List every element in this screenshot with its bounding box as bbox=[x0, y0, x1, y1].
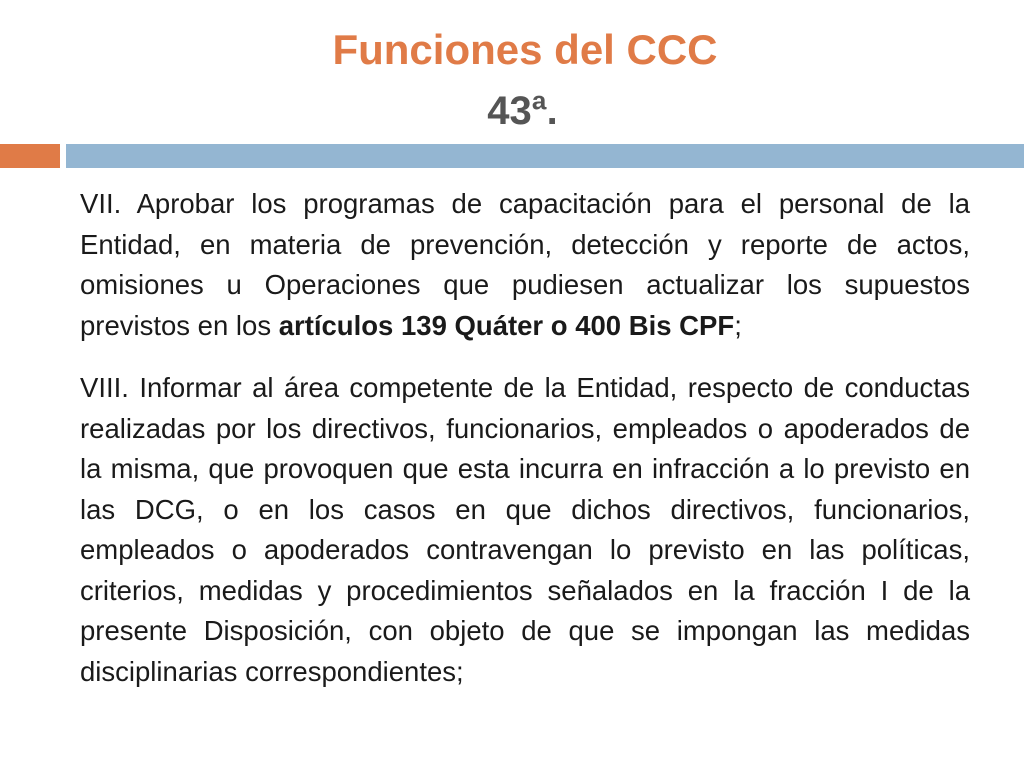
paragraph-vii-bold-reference: artículos 139 Quáter o 400 Bis CPF bbox=[278, 309, 735, 341]
paragraph-vii-end: ; bbox=[734, 309, 742, 341]
paragraph-vii bbox=[80, 184, 970, 346]
slide-subtitle: 43ª. bbox=[487, 89, 558, 133]
slide-title: Funciones del CCC bbox=[332, 26, 718, 73]
accent-bar-orange bbox=[0, 144, 60, 168]
accent-bar-blue bbox=[66, 144, 1024, 168]
paragraph-vii-text: VII. Aprobar los programas de capacitación para el personal de la Entidad, en materia de prevención, detección y reporte de actos, omisiones u Operaciones que pudiesen actualizar los supuestos previstos en los bbox=[80, 188, 970, 341]
paragraph-viii: VIII. Informar al área competente de la Entidad, respecto de conductas realizadas por los directivos, funcionarios, empleados o apoderados de la misma, que provoquen que esta incurra en infracción a lo previsto en las DCG, o en los casos en que dichos directivos, funcionarios, empleados o apoderados contravengan lo previsto en las políticas, criterios, medidas y procedimientos señalados en la fracción I de la presente Disposición, con objeto de que se impongan las medidas disciplinarias correspondientes; bbox=[80, 372, 970, 687]
slide-content bbox=[80, 184, 970, 692]
